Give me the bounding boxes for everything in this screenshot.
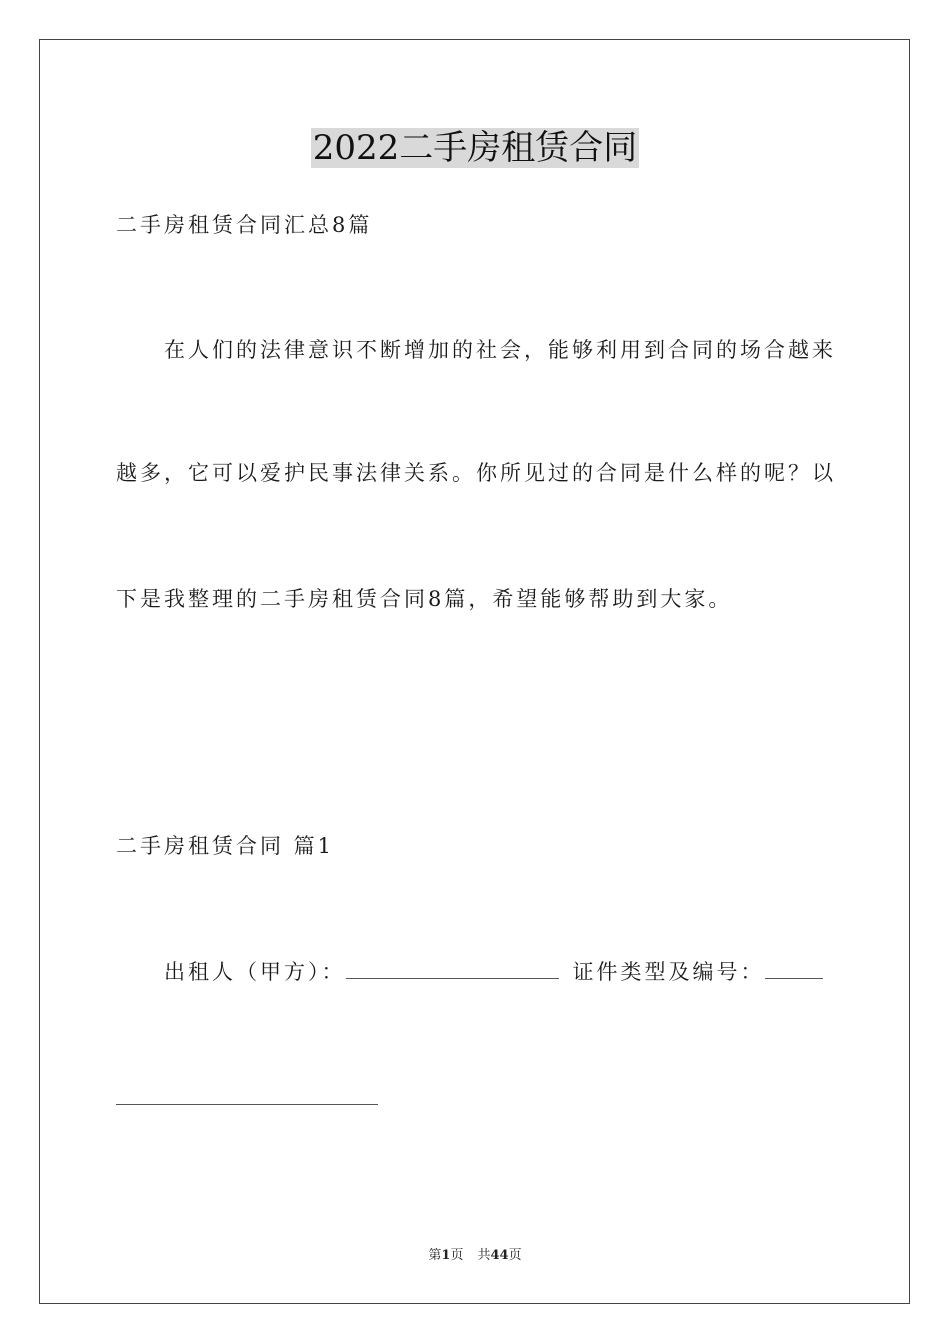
- id-label: 证件类型及编号：: [572, 960, 765, 984]
- page-number: 1: [441, 1248, 451, 1263]
- page-prefix: 第: [428, 1248, 442, 1263]
- page-footer: [0, 1247, 950, 1265]
- intro-line-1: 在人们的法律意识不断增加的社会，能够利用到合同的场合越来: [164, 338, 836, 362]
- lessor-label: 出租人（甲方）：: [164, 960, 346, 984]
- total-suffix: 页: [508, 1248, 522, 1263]
- document-subtitle: 二手房租赁合同汇总8篇: [116, 213, 373, 237]
- total-pages: 44: [490, 1248, 509, 1263]
- section-heading: 二手房租赁合同 篇1: [116, 834, 335, 858]
- document-title: 2022二手房租赁合同: [312, 128, 638, 168]
- total-prefix: 共: [477, 1248, 491, 1263]
- lessor-row: [164, 958, 823, 986]
- lessor-blank-field: [346, 960, 559, 979]
- id-blank-field: [765, 960, 823, 979]
- id-blank-field-continued: [116, 1104, 378, 1105]
- page-suffix: 页: [450, 1248, 464, 1263]
- title-container: [0, 128, 950, 168]
- intro-line-3: 下是我整理的二手房租赁合同8篇，希望能够帮助到大家。: [116, 587, 733, 611]
- intro-line-2: 越多，它可以爱护民事法律关系。你所见过的合同是什么样的呢？以: [116, 461, 836, 485]
